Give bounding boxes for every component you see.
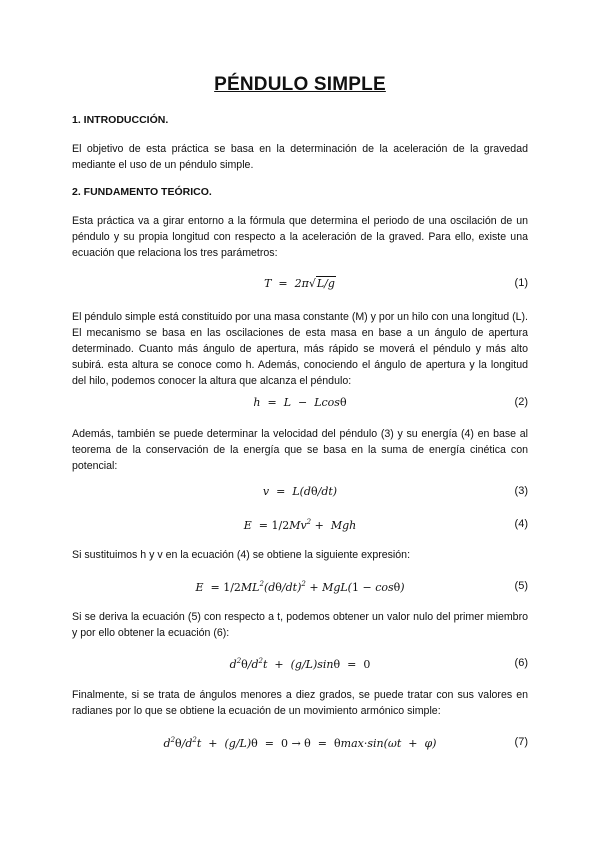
equation-4 [72, 518, 528, 536]
document-title: PÉNDULO SIMPLE [214, 74, 386, 95]
paragraph-6: Finalmente, si se trata de ángulos menores a diez grados, se puede tratar con sus valores en radianes por lo que se obtiene la ecuación de un movimiento armónico simple: [72, 689, 528, 717]
equation-5 [72, 580, 528, 598]
paragraph-4: Si sustituimos h y v en la ecuación (4) se obtiene la siguiente expresión: [72, 549, 411, 561]
equation-4-number: (4) [514, 518, 528, 530]
paragraph-5: Si se deriva la ecuación (5) con respecto a t, podemos obtener un valor nulo del primer miembro y por ello obtener la ecuación (6): [72, 611, 528, 639]
equation-1-number: (1) [514, 277, 528, 289]
equation-4-formula: $E = 1/2Mv^2$ + Mgh [243, 518, 357, 532]
paragraph-2: El péndulo simple está constituido por una masa constante (M) y por un hilo con una longitud (L). El mecanismo se basa en las oscilaciones de esta masa en base a un ángulo de apertura determinado. Cuanto más ángulo de apertura, más rápido se moverá el péndulo y más alto subirá. esta altura se conoce como h. Además, conociendo el ángulo de apertura y la longitud del hilo, podemos conocer la altura que alcanza el péndulo: [72, 311, 528, 387]
equation-2-formula: h = L − Lcosθ [253, 396, 347, 409]
equation-5-number: (5) [514, 580, 528, 592]
paragraph-3: Además, también se puede determinar la velocidad del péndulo (3) y su energía (4) en base al teorema de la conservación de la energía que se basa en la suma de energía cinética con potencial: [72, 428, 528, 472]
equation-3 [72, 485, 528, 503]
equation-2-number: (2) [514, 396, 528, 408]
equation-5-formula: $E = 1/2ML^2(d\theta/dt)^2 + MgL(1 - \cos\theta)$ [195, 580, 405, 594]
equation-6-formula: $d^2\theta/d^2t + (g/L)\sin\theta = 0$ [229, 657, 371, 671]
equation-3-number: (3) [514, 485, 528, 497]
paragraph-1: Esta práctica va a girar entorno a la fórmula que determina el periodo de una oscilación de un péndulo y su propia longitud con respecto a la aceleración de la graved. Para ello, existe una ecuación que relaciona los tres parámetros: [72, 215, 528, 259]
equation-1-formula: T = 2π√L/g [264, 277, 335, 290]
paragraph-intro: El objetivo de esta práctica se basa en la determinación de la aceleración de la gravedad mediante el uso de un péndulo simple. [72, 143, 528, 171]
equation-6 [72, 657, 528, 675]
section-heading-introduccion: 1. INTRODUCCIÓN. [72, 114, 169, 126]
equation-3-formula: v = L(dθ/dt) [262, 485, 338, 498]
equation-2 [72, 396, 528, 414]
equation-7-formula: $d^2\theta/d^2t + (g/L)\theta = 0 \to \theta = \theta\max\cdot\sin(\omega t + \varphi)$ [163, 736, 437, 750]
equation-7 [72, 736, 528, 754]
equation-1 [72, 277, 528, 295]
section-heading-fundamento: 2. FUNDAMENTO TEÓRICO. [72, 186, 212, 198]
equation-7-number: (7) [514, 736, 528, 748]
equation-6-number: (6) [514, 657, 528, 669]
